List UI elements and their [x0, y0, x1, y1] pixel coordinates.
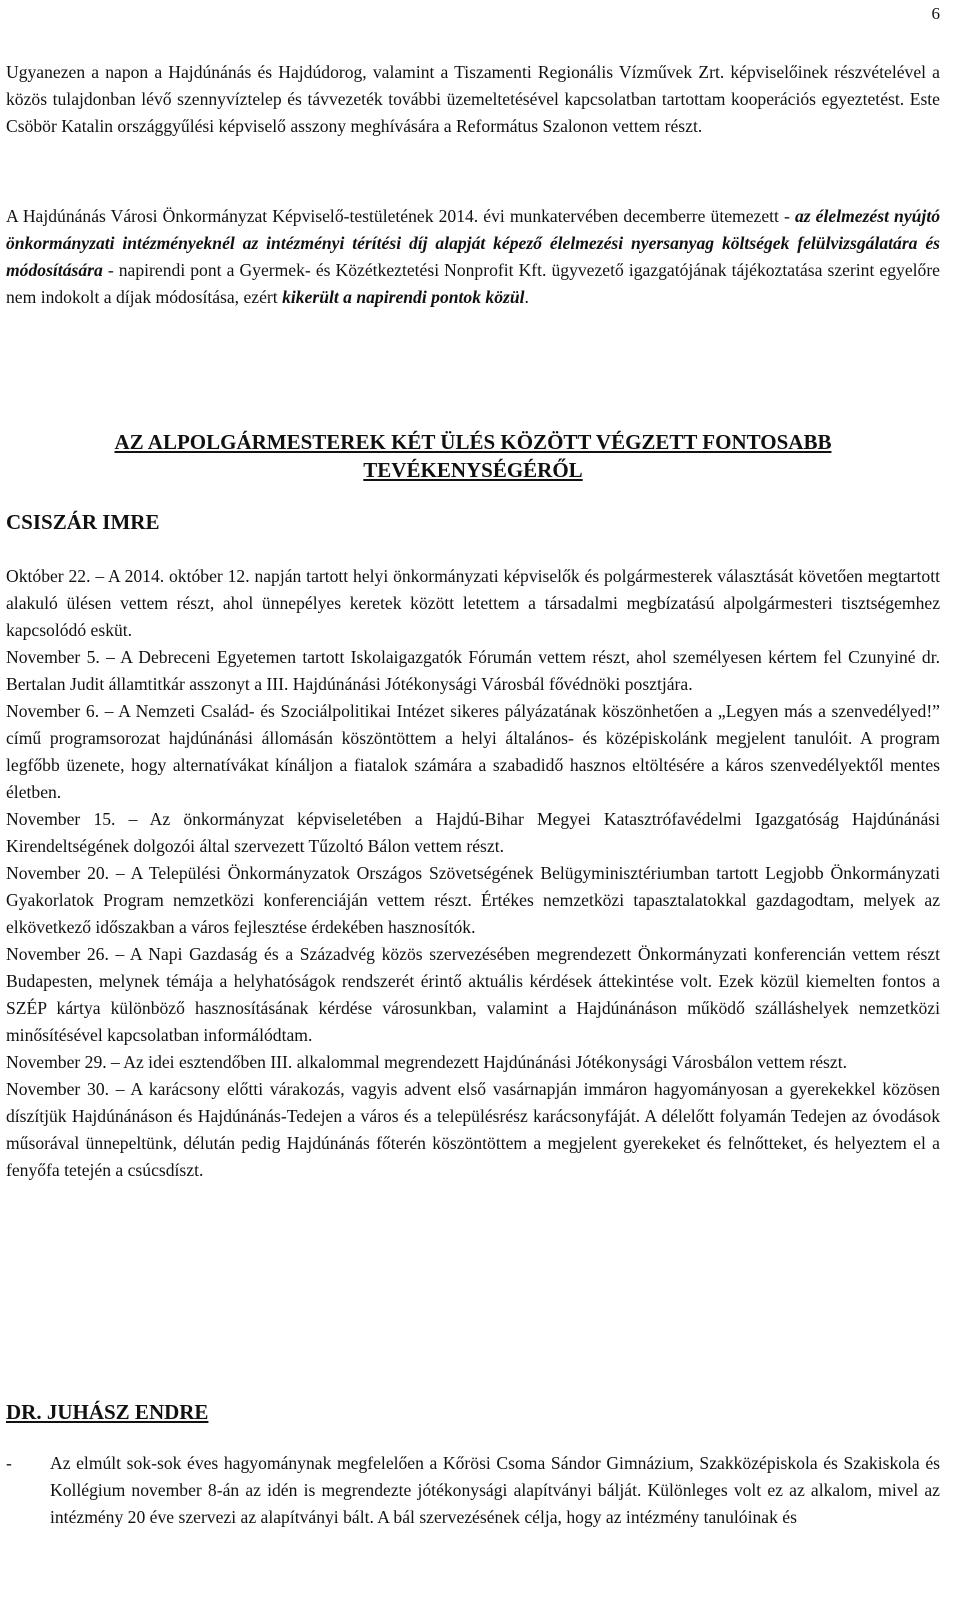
paragraph-text: - napirendi pont a Gyermek- és Közétkeztetési Nonprofit Kft. ügyvezető igazgatójának tájékoztatása szerint egyelőre nem indokolt a díjak módosítása, ezért: [6, 260, 940, 307]
activity-entry: November 30. – A karácsony előtti várakozás, vagyis advent első vasárnapján immáron hagyományosan a gyerekekkel közösen díszítjük Hajdúnánáson és Hajdúnánás-Tedejen a város és a településrész karácsonyfáját. A délelőtt folyamán Tedejen az óvodások műsorával ünnepeltünk, délután pedig Hajdúnánás főterén köszöntöttem a megjelent gyerekeket és felnőtteket, és helyeztem el a fenyőfa tetején a csúcsdíszt.: [6, 1079, 940, 1180]
activity-entry: November 26. – A Napi Gazdaság és a Századvég közös szervezésében megrendezett Önkormányzati konferencián vettem részt Budapesten, melynek témája a helyhatóságok rendszerét érintő aktuális kérdések áttekintése volt. Ezek közül kiemelten fontos a SZÉP kártya különböző hasznosításának kérdése városunkban, valamint a Hajdúnánáson működő szálláshelyek nemzetközi minősítésével kapcsolatban informálódtam.: [6, 944, 940, 1045]
activity-list: [6, 563, 940, 1184]
list-item: [6, 1450, 940, 1531]
activity-entry: November 29. – Az idei esztendőben III. alkalommal megrendezett Hajdúnánási Jótékonysági Városbálon vettem részt.: [6, 1052, 847, 1072]
activity-entry: Október 22. – A 2014. október 12. napján tartott helyi önkormányzati képviselők és polgármesterek választását követően megtartott alakuló ülésen vettem részt, ahol ünnepélyes keretek között letettem a társadalmi megbízatású alpolgármesteri tisztségemhez kapcsolódó esküt.: [6, 566, 940, 640]
paragraph-text: .: [524, 287, 529, 307]
person-name-heading: CSISZÁR IMRE: [6, 510, 160, 534]
activity-entry: November 5. – A Debreceni Egyetemen tartott Iskolaigazgatók Fórumán vettem részt, ahol személyesen kértem fel Czunyiné dr. Bertalan Judit államtitkár asszonyt a III. Hajdúnánási Jótékonysági Városbál fővédnöki posztjára.: [6, 647, 940, 694]
section-heading-line: AZ ALPOLGÁRMESTEREK KÉT ÜLÉS KÖZÖTT VÉGZETT FONTOSABB: [114, 430, 832, 454]
emphasis-text: az élelmezést nyújtó önkormányzati intézményeknél az intézményi térítési díj alapját képező élelmezési nyersanyag költségek felülvizsgálatára és módosítására: [6, 206, 941, 280]
paragraph-worklist: [6, 203, 940, 311]
list-item-text: Az elmúlt sok-sok éves hagyománynak megfelelően a Kőrösi Csoma Sándor Gimnázium, Szakközépiskola és Szakiskola és Kollégium november 8-án az idén is megrendezte jótékonysági alapítványi bálját. Különleges volt ez az alkalom, mivel az intézmény 20 éve szervezi az alapítványi bált. A bál szervezésének célja, hogy az intézmény tanulóinak és: [50, 1453, 940, 1527]
paragraph-intro: Ugyanezen a napon a Hajdúnánás és Hajdúdorog, valamint a Tiszamenti Regionális Vízművek Zrt. képviselőinek részvételével a közös tulajdonban lévő szennyvíztelep és távvezeték további üzemeltetésével kapcsolatban tartottam kooperációs egyeztetést. Este Csöbör Katalin országgyűlési képviselő asszony meghívására a Református Szalonon vettem részt.: [6, 62, 940, 136]
activity-entry: November 15. – Az önkormányzat képviseletében a Hajdú-Bihar Megyei Katasztrófavédelmi Igazgatóság Hajdúnánási Kirendeltségének dolgozói által szervezett Tűzoltó Bálon vettem részt.: [6, 809, 940, 856]
paragraph-text: A Hajdúnánás Városi Önkormányzat Képviselő-testületének 2014. évi munkatervében decemberre ütemezett -: [6, 206, 795, 226]
person-name-heading: DR. JUHÁSZ ENDRE: [6, 1400, 209, 1424]
emphasis-text: kikerült a napirendi pontok közül: [282, 287, 525, 307]
page-number: 6: [931, 4, 940, 23]
section-heading-line: TEVÉKENYSÉGÉRŐL: [363, 458, 583, 482]
activity-entry: November 6. – A Nemzeti Család- és Szociálpolitikai Intézet sikeres pályázatának köszönhetően a „Legyen más a szenvedélyed!” című programsorozat hajdúnánási állomásán köszöntöttem a helyi általános- és középiskolánk megjelent tanulóit. A program legfőbb üzenete, hogy alternatívákat kínáljon a fiatalok számára a szabadidő hasznos eltöltésére a káros szenvedélyektől mentes életben.: [6, 701, 940, 802]
section-heading: [6, 428, 940, 484]
list-bullet: -: [6, 1453, 12, 1473]
activity-entry: November 20. – A Települési Önkormányzatok Országos Szövetségének Belügyminisztériumban tartott Legjobb Önkormányzati Gyakorlatok Program nemzetközi konferenciáján vettem részt. Értékes nemzetközi tapasztalatokkal gazdagodtam, melyek az elkövetkező időszakban a város fejlesztése érdekében hasznosítók.: [6, 863, 940, 937]
